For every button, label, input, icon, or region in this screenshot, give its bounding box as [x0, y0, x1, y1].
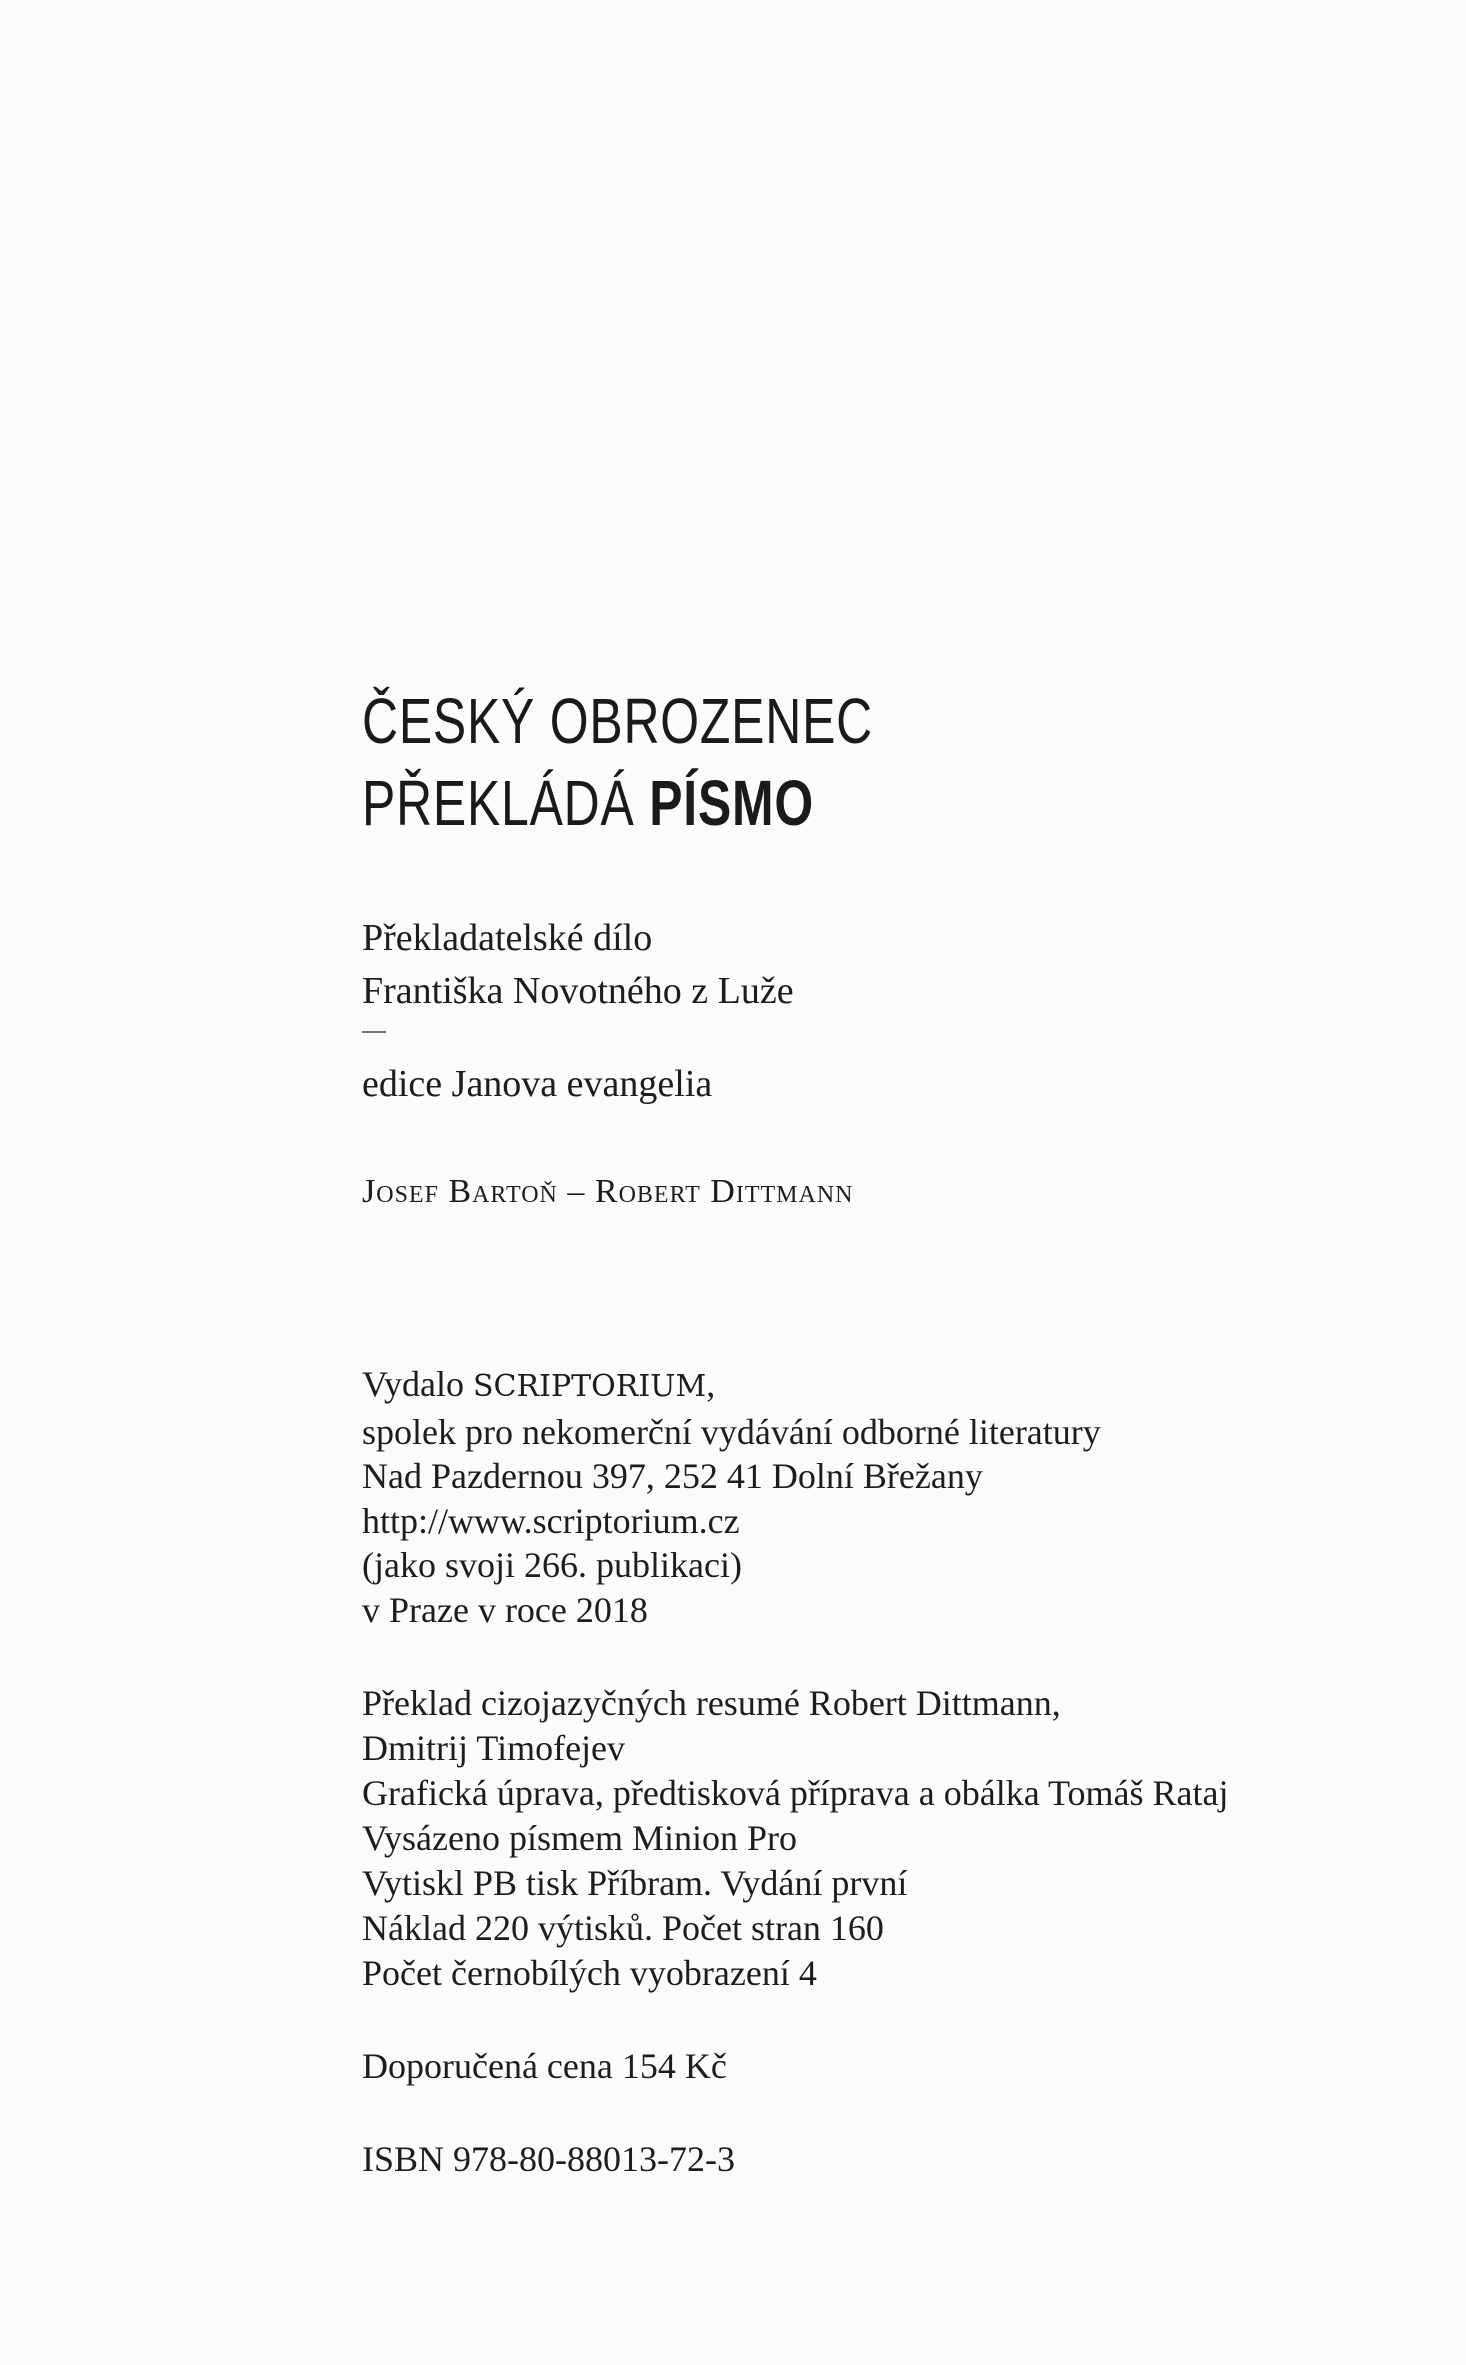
title-line-2-bold: PÍSMO	[649, 767, 815, 839]
edition-name: edice Janova evangelia	[362, 1063, 713, 1105]
publisher-address: Nad Pazdernou 397, 252 41 Dolní Břežany	[362, 1456, 983, 1496]
publication-number: (jako svoji 266. publikaci)	[362, 1545, 742, 1585]
credit-line: Vytiskl PB tisk Příbram. Vydání první	[362, 1863, 908, 1903]
credit-line: Náklad 220 výtisků. Počet stran 160	[362, 1908, 884, 1948]
publisher-line-1	[362, 1362, 1101, 1410]
credit-line: Překlad cizojazyčných resumé Robert Dittmann,	[362, 1683, 1061, 1723]
book-subtitle	[362, 912, 794, 1018]
title-line-2-regular: PŘEKLÁDÁ	[362, 767, 650, 839]
credit-line: Dmitrij Timofejev	[362, 1728, 626, 1768]
credit-line: Grafická úprava, předtisková příprava a obálka Tomáš Rataj	[362, 1773, 1229, 1813]
authors: Josef Bartoň – Robert Dittmann	[362, 1173, 854, 1210]
publisher-info	[362, 1362, 1101, 1632]
separator-dash	[362, 1031, 386, 1033]
title-line-1: ČESKÝ OBROZENEC	[362, 685, 873, 757]
publisher-line-2: spolek pro nekomerční vydávání odborné literatury	[362, 1411, 1101, 1452]
recommended-price: Doporučená cena 154 Kč	[362, 2046, 727, 2086]
publisher-prefix: Vydalo	[362, 1364, 473, 1404]
book-title	[362, 680, 873, 844]
publisher-suffix: ,	[706, 1364, 716, 1404]
subtitle-line-1: Překladatelské dílo	[362, 917, 653, 959]
title-line-2	[362, 762, 873, 844]
scriptorium-logo: SCRIPTORIUM	[473, 1369, 707, 1404]
credit-line: Vysázeno písmem Minion Pro	[362, 1818, 797, 1858]
publication-place-year: v Praze v roce 2018	[362, 1589, 648, 1630]
isbn: ISBN 978-80-88013-72-3	[362, 2139, 735, 2179]
publisher-url[interactable]: http://www.scriptorium.cz	[362, 1500, 740, 1541]
subtitle-line-2: Františka Novotného z Luže	[362, 970, 794, 1012]
production-credits	[362, 1681, 1228, 1996]
credit-line: Počet černobílých vyobrazení 4	[362, 1953, 817, 1993]
